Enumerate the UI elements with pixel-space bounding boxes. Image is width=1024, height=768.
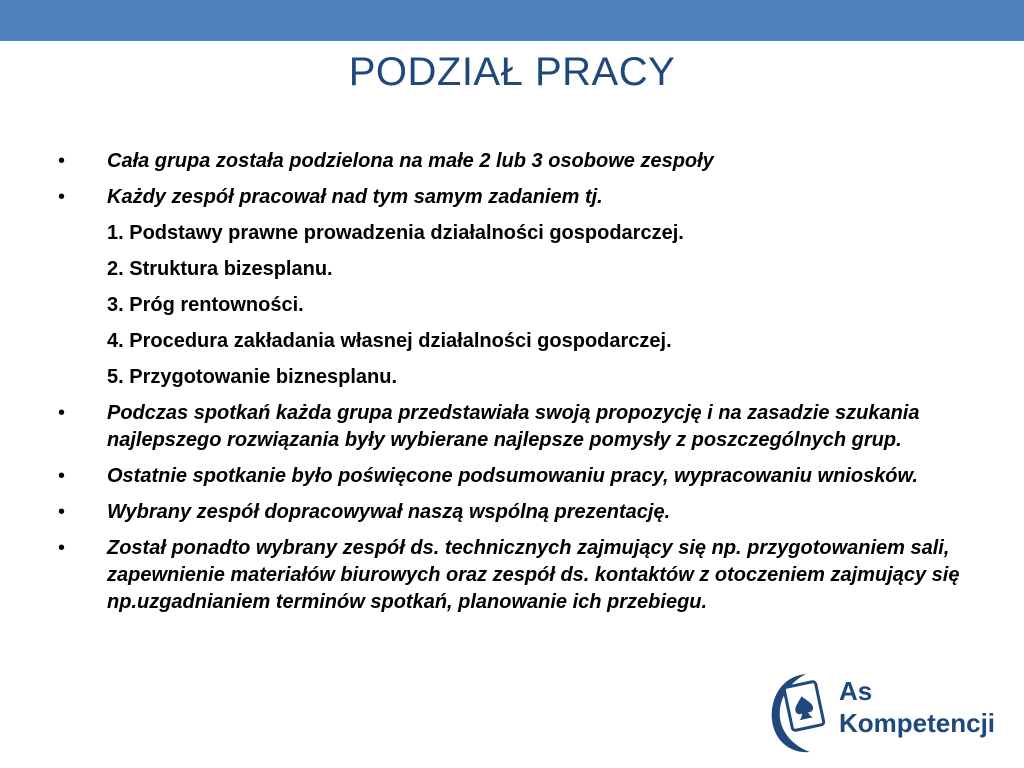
top-accent-bar	[0, 0, 1024, 41]
bullet-item: • Wybrany zespół dopracowywał naszą wspólną prezentację.	[0, 499, 967, 526]
bullet-item: • Ostatnie spotkanie było poświęcone podsumowaniu pracy, wypracowaniu wniosków.	[0, 463, 967, 490]
slide-title: PODZIAŁ PRACY	[348, 50, 676, 94]
numbered-item: 2. Struktura bizesplanu.	[107, 258, 333, 280]
logo-text-line1: As	[839, 676, 873, 706]
bullet-item: • Każdy zespół pracował nad tym samym zadaniem tj.	[0, 184, 967, 211]
spade-card-icon	[768, 668, 834, 758]
logo-text-line2: Kompetencji	[839, 708, 996, 738]
numbered-item: 3. Próg rentowności.	[107, 294, 304, 316]
bullet-item: • Podczas spotkań każda grupa przedstawiała swoją propozycję i na zasadzie szukania najlepszego rozwiązania były wybierane najlepsze pomysły z poszczególnych grup.	[0, 400, 967, 454]
logo	[768, 668, 1008, 758]
numbered-item: 5. Przygotowanie biznesplanu.	[107, 366, 398, 388]
bullet-item: • Został ponadto wybrany zespół ds. technicznych zajmujący się np. przygotowaniem sali, zapewnienie materiałów biurowych oraz zespół ds. kontaktów z otoczeniem zajmujący się np.uzgadnianiem terminów spotkań, planowanie ich przebiegu.	[0, 535, 967, 616]
numbered-item: 4. Procedura zakładania własnej działalności gospodarczej.	[107, 330, 672, 352]
numbered-item: 1. Podstawy prawne prowadzenia działalności gospodarczej.	[107, 222, 684, 244]
slide-content	[0, 148, 1024, 625]
bullet-item: • Cała grupa została podzielona na małe 2 lub 3 osobowe zespoły	[0, 148, 967, 175]
